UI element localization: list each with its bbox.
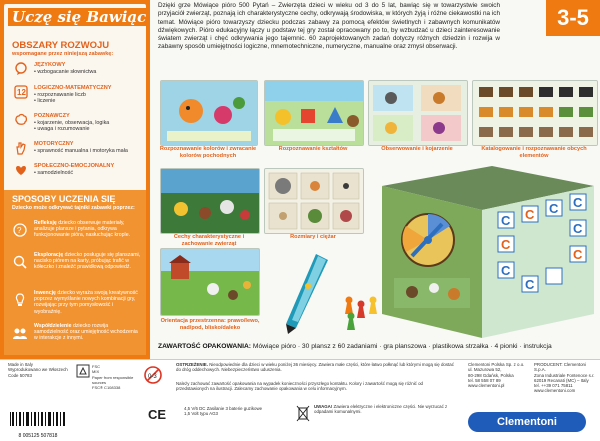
ce-mark-icon: CE <box>148 407 167 422</box>
area-items: • samodzielność <box>34 170 74 176</box>
svg-text:C: C <box>573 221 583 236</box>
caption-colors: Rozpoznawanie kolorów i zwracanie kolorów pochodnych <box>159 146 257 159</box>
way-refleksja <box>8 220 144 246</box>
caption-orientation: Orientacja przestrzenna: prawo/lewo, nad/pod, blisko/daleko <box>160 318 260 331</box>
svg-text:C: C <box>525 277 535 292</box>
way-text <box>34 290 142 315</box>
ways-subtitle: Dziecko może odkrywać tajniki zabawki poprzez: <box>12 205 135 211</box>
brand-title: Uczę się Bawiąc <box>8 8 150 26</box>
area-items: • rozpoznawanie liczb • liczenie <box>34 92 86 105</box>
area-spoleczno <box>4 161 146 187</box>
explore-icon <box>12 254 28 270</box>
board-observe <box>368 80 468 146</box>
producer-info: PRODUCENT: Clementoni S.p.A. Zona Industriale Fontenoce s.r. 62019 Recanati (MC) – Italy tel. ++39 071 75811 www.clementoni.com <box>534 362 595 394</box>
svg-text:C: C <box>501 263 511 278</box>
heart-icon <box>14 163 28 177</box>
caption-catalog: Katalogowanie i rozpoznawanie obcych elementów <box>481 146 587 159</box>
way-eksploracja <box>8 252 144 278</box>
svg-text:C: C <box>549 201 559 216</box>
way-desc: dziecko obserwuje materiały, analizuje plansze i pytania, odkrywa funkcjonowanie pióra, nasłuchując krople. <box>34 220 131 239</box>
way-desc: dziecko wyraża swoją kreatywność poprzez wymyślanie nowych kombinacji gry, rozwijając przy tym pomysłowość i wyobraźnię. <box>34 290 138 315</box>
way-desc: dziecko posługuje się planszami, nacisko piórem na karty, próbując trafić w kółeczko i znaleźć prawidłową odpowiedź. <box>34 252 141 271</box>
area-name: JĘZYKOWY <box>34 62 66 68</box>
areas-subtitle: wspomagane przez niniejszą zabawkę: <box>12 51 114 57</box>
svg-text:C: C <box>501 237 511 252</box>
development-areas <box>4 40 146 176</box>
left-panel <box>0 0 150 359</box>
area-items: • wzbogacanie słownictwa <box>34 69 97 75</box>
board-sizes <box>264 168 364 234</box>
recycle-icon <box>76 364 90 378</box>
contents-label: ZAWARTOŚĆ OPAKOWANIA: <box>158 343 252 350</box>
way-name: Eksplorację <box>34 252 64 258</box>
speech-icon <box>14 62 28 76</box>
fsc-label: FSC MIX Paper from responsible sources FSC® C108338 <box>92 364 134 391</box>
svg-text:0-3: 0-3 <box>148 374 157 380</box>
pawn-green-icon <box>346 312 356 330</box>
way-desc: dziecko rozwija samodzielność oraz umiejętność wchodzenia w interakcje z innymi. <box>34 323 138 342</box>
svg-text:C: C <box>525 207 535 222</box>
area-items: • sprawność manualna i motoryka mała <box>34 148 128 154</box>
game-board-3d <box>372 166 598 340</box>
weee-bin-icon <box>296 404 310 422</box>
keep-notice: Należy zachować zawartość opakowania na wypadek konieczności przyszłego kontaktu. Kolory i zawartość mogą się różnić od przedstawionych na ilustracji. Zalecamy zachowanie opakowania w celu informacyjnym. <box>176 381 423 392</box>
share-icon <box>12 325 28 341</box>
area-items: • kojarzenie, obserwacja, logika • uwaga i rozumowanie <box>34 120 110 133</box>
svg-text:?: ? <box>17 226 22 235</box>
area-name: POZNAWCZY <box>34 113 70 119</box>
area-poznawczy <box>4 111 146 137</box>
way-text <box>34 220 142 239</box>
caption-shapes: Rozpoznawanie kształtów <box>278 146 348 152</box>
board-orientation <box>160 248 260 316</box>
warning-title: OSTRZEŻENIE. <box>176 362 208 367</box>
contents-text: Mówiące pióro · 30 plansz z 60 zadaniami · gra planszowa · plastikowa strzałka · 4 pionki · instrukcja <box>252 343 552 350</box>
learning-ways <box>4 190 146 355</box>
warning <box>176 362 456 373</box>
pawn-red-icon <box>356 300 366 318</box>
battery-info: 4,5 V/6 DC Zasilanie 3 baterie guzikowe 1,5 Volt typu AG3 <box>184 406 263 417</box>
board-catalog <box>472 80 598 146</box>
clementoni-logo: Clementoni <box>468 412 586 432</box>
reflection-icon <box>12 222 28 238</box>
way-inwencja <box>8 290 144 316</box>
numbers-icon <box>14 85 28 99</box>
barcode <box>8 412 68 439</box>
way-name: Refleksję <box>34 220 57 226</box>
age-restriction-icon <box>144 366 162 384</box>
made-in-italy: Made in Italy Wyprodukowano we Włoszech Code 50783 <box>8 362 68 378</box>
package-contents <box>158 343 552 350</box>
caption-observe: Obserwowanie i kojarzenie <box>381 146 453 152</box>
caption-traits: Cechy charakterystyczne i zachowanie zwierząt <box>173 234 245 247</box>
idea-icon <box>12 292 28 308</box>
brain-icon <box>14 113 28 127</box>
area-logiczno <box>4 83 146 109</box>
way-name: Inwencję <box>34 290 56 296</box>
area-name: MOTORYCZNY <box>34 141 74 147</box>
svg-text:12: 12 <box>17 88 26 97</box>
uwaga <box>314 404 454 415</box>
area-name: SPOŁECZNO-EMOCJONALNY <box>34 163 115 169</box>
svg-text:C: C <box>573 247 583 262</box>
area-name: LOGICZNO-MATEMATYCZNY <box>34 85 112 91</box>
way-text <box>34 252 142 271</box>
svg-text:C: C <box>501 213 511 228</box>
uwaga-title: UWAGA! <box>314 404 333 409</box>
talking-pen <box>278 250 340 334</box>
board-shapes <box>264 80 364 146</box>
board-traits <box>160 168 260 234</box>
uwaga-text: Zawiera elektryczne i elektroniczne części. Nie wyrzucać z odpadami komunalnymi. <box>314 404 448 415</box>
way-name: Współdzielenie <box>34 323 72 329</box>
warning-text: Nieodpowiednie dla dzieci w wieku poniżej 36 miesięcy. Zawiera małe części, które łatwo połknąć lub którymi mogą się dostać do dróg oddechowych. Niebezpieczeństwo uduszenia. <box>176 362 454 373</box>
hand-icon <box>14 141 28 155</box>
barcode-number: 8 005125 507818 <box>18 433 58 439</box>
product-description: Dzięki grze Mówiące pióro 500 Pytań – Zwierzęta dzieci w wieku od 3 do 5 lat, bawiąc się w towarzystwie swoich przyjaciół zwierząt, poznają ich charakterystyczne cechy, odkrywają środowiska, w których żyją i różne ciekawostki na ich temat. Mówiące pióro towarzyszy dziecku podczas zabawy za pomocą efektów świetlnych i zabawnych komunikatów dźwiękowych. Pióro edukacyjny łączy u podstaw tej gry został opracowany po to, by wzbudzać u dzieci zainteresowanie światem zwierząt i chęć odkrywania jego tajemnic. 60 zaprojektowanych zadań dotyczy różnych dziedzin i rozwija w zabawny sposób umiejętności logiczne, mnemotechniczne, numeryczne, manualne oraz zmysł obserwacji. <box>158 2 500 51</box>
board-colors <box>160 80 258 146</box>
ways-title: SPOSOBY UCZENIA SIĘ <box>12 194 116 204</box>
distributor-info: Clementoni Polska Sp. z o.o. ul. Mazurowa 52, 80-298 Gdańsk, Polska tel. 58 558 07 89 www.clementoni.pl <box>468 362 525 389</box>
caption-sizes: Rozmiary i ciężar <box>290 234 336 240</box>
way-text <box>34 323 142 342</box>
way-wspoldzielenie <box>8 323 144 349</box>
areas-title: OBSZARY ROZWOJU <box>12 40 110 51</box>
svg-text:C: C <box>573 195 583 210</box>
age-badge: 3-5 <box>546 0 600 36</box>
